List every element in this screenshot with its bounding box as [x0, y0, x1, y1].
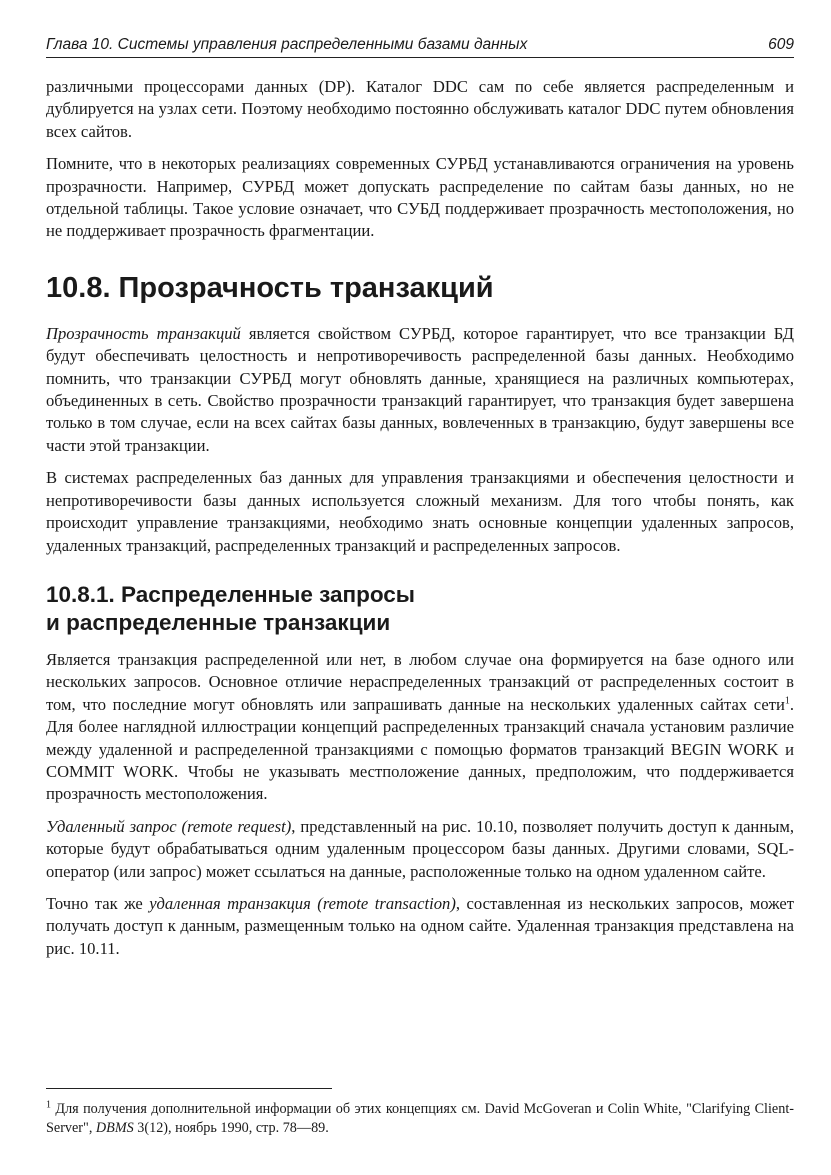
footnote-divider — [46, 1088, 332, 1089]
paragraph-5-text-a: Является транзакция распределенной или нет, в любом случае она формируется на базе одного или нескольких запросов. Основное отличие нераспределенных транзакций от распределенных состоит в том, что последние могут обновлять или запрашивать данные на нескольких удаленных сайтах сети — [46, 649, 794, 714]
paragraph-5-text-b: . Для более наглядной иллюстрации концепций распределенных транзакций сначала установим различие между удаленной и распределенной транзакциями с помощью форматов транзакций BEGIN WORK и COMMIT WORK. Чтобы не указывать местположение данных, предположим, что поддерживается прозрачность местоположения. — [46, 694, 794, 804]
subsection-heading-line-2: и распределенные транзакции — [46, 609, 391, 635]
paragraph-4: В системах распределенных баз данных для управления транзакциями и обеспечения целостности и непротиворечивости базы данных используется сложный механизм. Для того чтобы понять, как происходит управление транзакциями, необходимо знать основные концепции удаленных запросов, удаленных транзакций, распределенных транзакций и распределенных запросов. — [46, 468, 794, 555]
paragraph-6-text: , представленный на рис. 10.10, позволяет получить доступ к данным, которые будут обрабатываться одним удаленным процессором базы данных. Другими словами, SQL-оператор (или запрос) может ссылаться на данные, расположенные только на одном удаленном сайте. — [46, 816, 794, 881]
paragraph-1: различными процессорами данных (DP). Каталог DDC сам по себе является распределенным и дублируется на узлах сети. Поэтому необходимо постоянно обслуживать каталог DDC путем обновления всех сайтов. — [46, 77, 794, 141]
footnote-text-a: Для получения дополнительной информации об этих концепциях см. David McGoveran и Colin White, "Clarifying Client-Server", — [46, 1101, 794, 1136]
term-remote-request: Удаленный запрос (remote request) — [46, 816, 292, 836]
footnote — [46, 1100, 794, 1138]
footnote-journal: DBMS — [95, 1120, 134, 1136]
paragraph-7 — [46, 893, 794, 960]
chapter-title: Глава 10. Системы управления распределенными базами данных — [46, 36, 528, 53]
term-remote-transaction: удаленная транзакция (remote transaction) — [149, 893, 456, 913]
paragraph-2: Помните, что в некоторых реализациях современных СУРБД устанавливаются ограничения на уровень прозрачности. Например, СУРБД может допускать распределение по сайтам базы данных, но не отдельной таблицы. Такое условие означает, что СУБД поддерживает прозрачность местоположения, но не поддерживает прозрачность фрагментации. — [46, 154, 794, 241]
subsection-heading-line-1: 10.8.1. Распределенные запросы — [46, 581, 416, 607]
running-header — [46, 36, 794, 58]
page-number: 609 — [768, 36, 794, 53]
footnote-mark: 1 — [46, 1099, 51, 1111]
section-heading: 10.8. Прозрачность транзакций — [46, 271, 494, 304]
paragraph-3 — [46, 323, 794, 457]
paragraph-6 — [46, 816, 794, 883]
subsection-heading — [46, 581, 794, 637]
paragraph-3-text: является свойством СУРБД, которое гарантирует, что все транзакции БД будут обеспечивать целостность и непротиворечивость распределенной базы данных. Необходимо помнить, что транзакции СУРБД могут обновлять данные, хранящиеся на различных компьютерах, объединенных в сеть. Свойство прозрачности транзакций гарантирует, что транзакция будет завершена только в том случае, если на всех сайтах базы данных, вовлеченных в транзакцию, будут завершены все части этой транзакции. — [46, 323, 795, 455]
main-text — [46, 76, 794, 970]
paragraph-7-text-a: Точно так же — [46, 893, 150, 913]
term-transaction-transparency: Прозрачность транзакций — [46, 323, 241, 343]
footnote-text-b: 3(12), ноябрь 1990, стр. 78—89. — [133, 1120, 329, 1136]
footnote-reference: 1 — [784, 695, 790, 707]
paragraph-5 — [46, 649, 794, 806]
paragraph-7-text-b: , составленная из нескольких запросов, может получать доступ к данным, размещенным только на одном сайте. Удаленная транзакция представлена на рис. 10.11. — [46, 893, 795, 958]
